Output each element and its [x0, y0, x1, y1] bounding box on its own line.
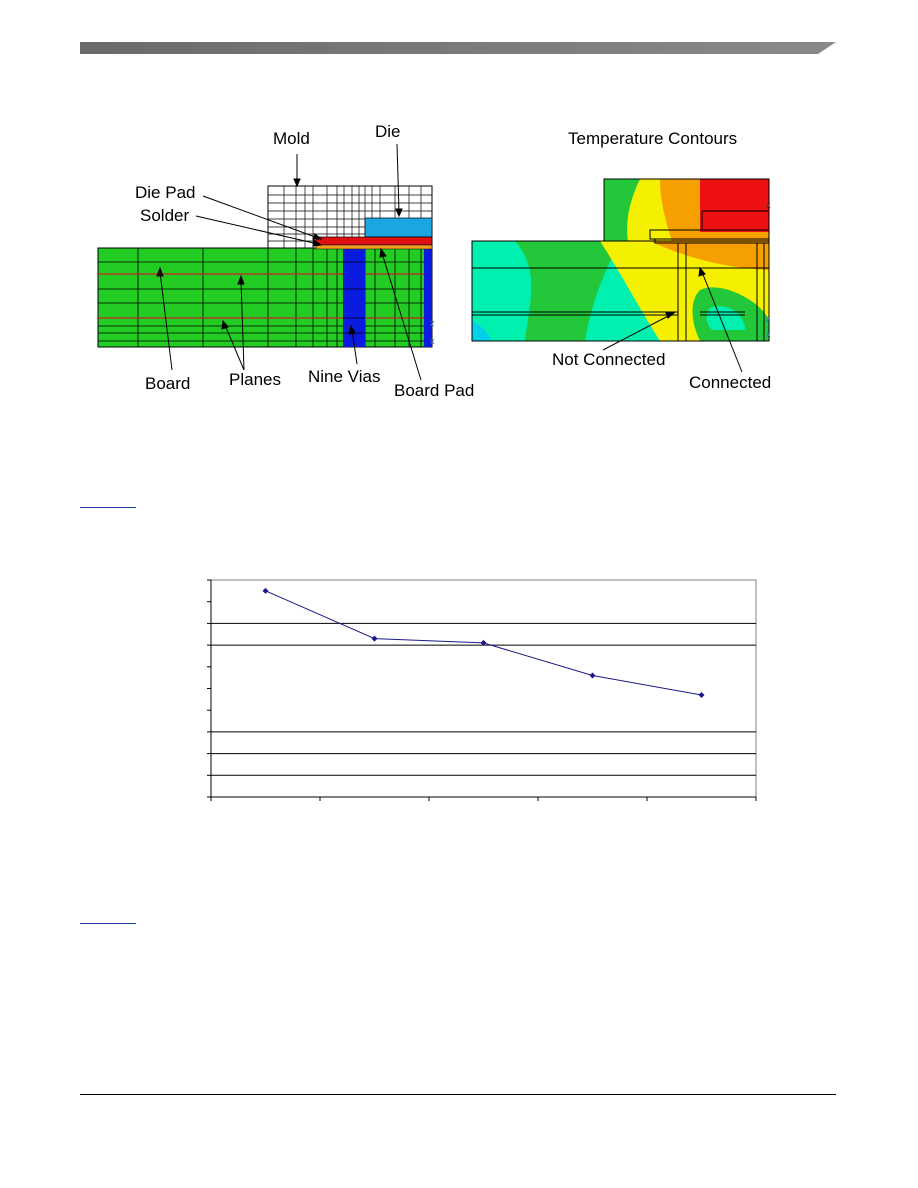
label-temperature-contours: Temperature Contours [568, 129, 738, 148]
label-solder: Solder [140, 206, 190, 225]
data-point-0-4 [699, 692, 705, 698]
label-not-connected: Not Connected [552, 350, 666, 369]
label-board: Board [145, 374, 191, 393]
contour-axis-x: x [766, 329, 771, 339]
reference-link-rule-2 [80, 923, 136, 924]
label-die-pad: Die Pad [135, 183, 196, 202]
contour-axis-z: z [766, 314, 771, 324]
axis-marker-z: z [430, 318, 435, 328]
data-point-0-1 [372, 636, 378, 642]
chart-series [263, 588, 705, 698]
label-die: Die [375, 122, 401, 141]
label-board-pad: Board Pad [394, 381, 475, 400]
label-nine-vias: Nine Vias [308, 367, 381, 386]
footer-rule [80, 1094, 836, 1095]
contour-axis-marker: x [766, 200, 771, 210]
data-point-0-0 [263, 588, 269, 594]
plot-frame [211, 580, 756, 797]
label-planes: Planes [229, 370, 281, 389]
axis-marker-x: x [430, 336, 435, 346]
label-connected: Connected [689, 373, 772, 392]
chart-grid [211, 580, 756, 797]
data-point-0-3 [590, 672, 596, 678]
label-mold: Mold [273, 129, 310, 148]
